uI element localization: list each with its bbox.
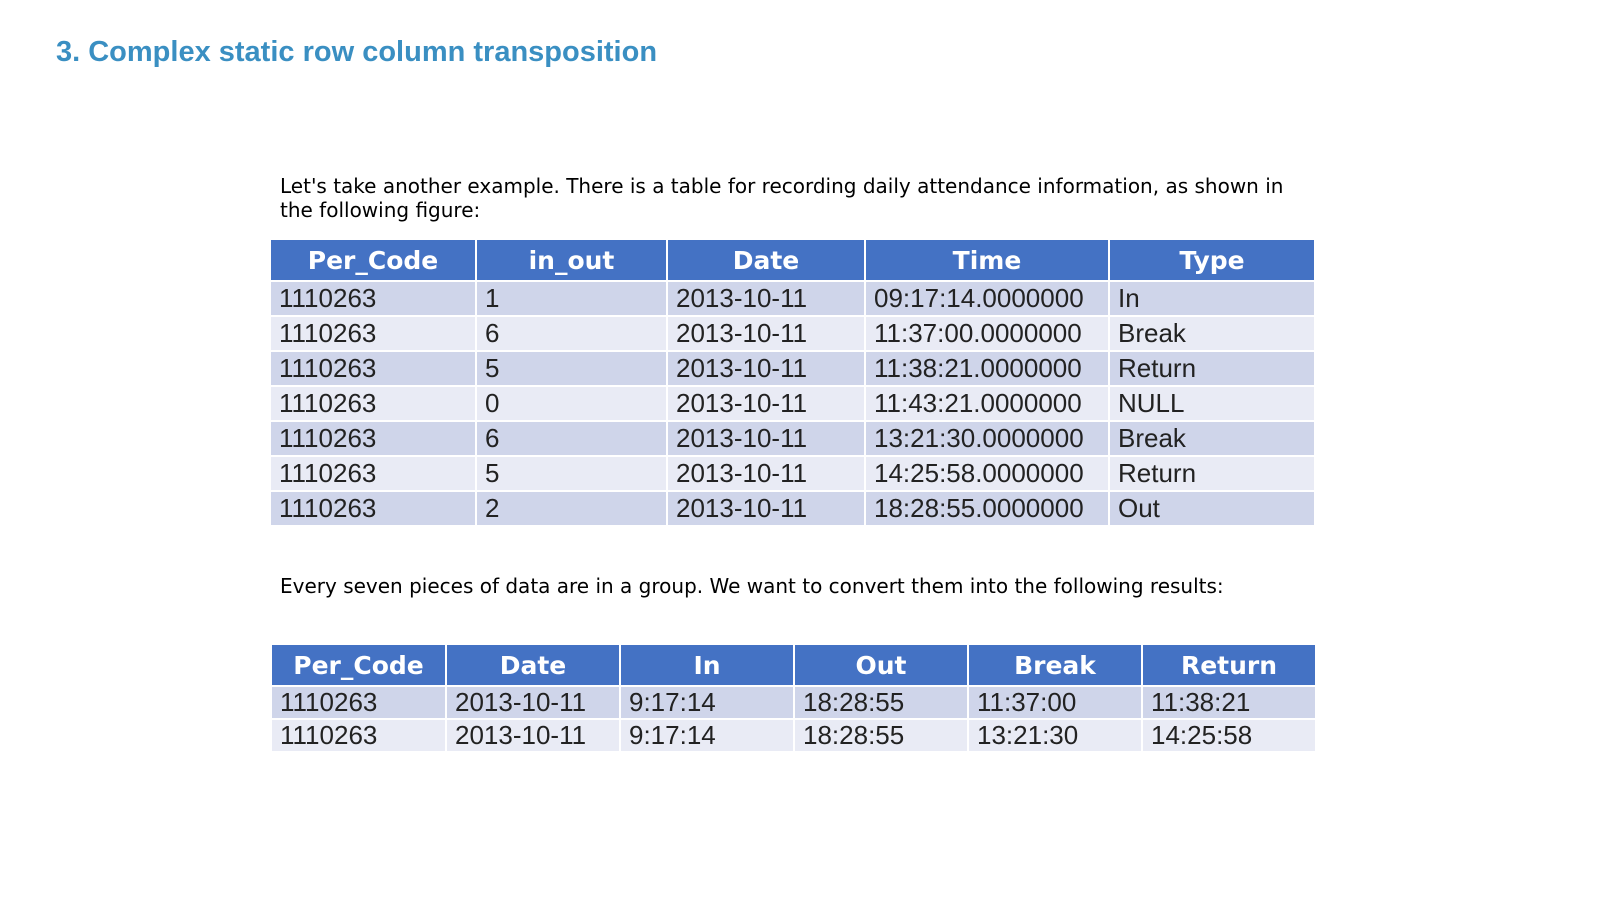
cell-per-code: 1110263 — [271, 457, 475, 490]
cell-date: 2013-10-11 — [668, 352, 864, 385]
cell-return: 14:25:58 — [1143, 720, 1315, 751]
attendance-table — [269, 238, 1316, 527]
cell-time: 11:37:00.0000000 — [866, 317, 1108, 350]
column-header-return: Return — [1143, 645, 1315, 685]
cell-out: 18:28:55 — [795, 720, 967, 751]
table-row — [272, 720, 1315, 751]
column-header-time: Time — [866, 240, 1108, 280]
cell-per-code: 1110263 — [271, 352, 475, 385]
cell-time: 11:38:21.0000000 — [866, 352, 1108, 385]
cell-type: Return — [1110, 457, 1314, 490]
cell-per-code: 1110263 — [271, 387, 475, 420]
table-row — [271, 387, 1314, 420]
table-row — [271, 492, 1314, 525]
cell-time: 11:43:21.0000000 — [866, 387, 1108, 420]
cell-per-code: 1110263 — [272, 720, 445, 751]
cell-out: 18:28:55 — [795, 687, 967, 718]
cell-per-code: 1110263 — [271, 422, 475, 455]
cell-date: 2013-10-11 — [668, 422, 864, 455]
cell-break: 11:37:00 — [969, 687, 1141, 718]
cell-type: NULL — [1110, 387, 1314, 420]
cell-date: 2013-10-11 — [668, 492, 864, 525]
cell-time: 14:25:58.0000000 — [866, 457, 1108, 490]
cell-date: 2013-10-11 — [668, 317, 864, 350]
result-description: Every seven pieces of data are in a group. We want to convert them into the following results: — [280, 574, 1224, 598]
cell-time: 09:17:14.0000000 — [866, 282, 1108, 315]
table-header-row — [271, 240, 1314, 280]
cell-per-code: 1110263 — [271, 282, 475, 315]
cell-in-out: 6 — [477, 422, 666, 455]
cell-return: 11:38:21 — [1143, 687, 1315, 718]
table-row — [271, 422, 1314, 455]
cell-type: Break — [1110, 317, 1314, 350]
table-header-row — [272, 645, 1315, 685]
cell-date: 2013-10-11 — [668, 387, 864, 420]
cell-date: 2013-10-11 — [668, 457, 864, 490]
slide-title: 3. Complex static row column transposition — [56, 36, 658, 68]
cell-in-out: 5 — [477, 457, 666, 490]
column-header-date: Date — [447, 645, 619, 685]
cell-in-out: 6 — [477, 317, 666, 350]
cell-type: Out — [1110, 492, 1314, 525]
cell-date: 2013-10-11 — [447, 687, 619, 718]
cell-per-code: 1110263 — [271, 317, 475, 350]
result-table — [270, 643, 1317, 753]
table-row — [272, 687, 1315, 718]
table-row — [271, 457, 1314, 490]
cell-in-out: 5 — [477, 352, 666, 385]
column-header-per-code: Per_Code — [272, 645, 445, 685]
cell-in-out: 1 — [477, 282, 666, 315]
intro-paragraph: Let's take another example. There is a table for recording daily attendance information, as shown in the following figure: — [280, 174, 1284, 222]
column-header-out: Out — [795, 645, 967, 685]
column-header-in-out: in_out — [477, 240, 666, 280]
cell-type: Break — [1110, 422, 1314, 455]
cell-break: 13:21:30 — [969, 720, 1141, 751]
column-header-break: Break — [969, 645, 1141, 685]
column-header-type: Type — [1110, 240, 1314, 280]
cell-time: 13:21:30.0000000 — [866, 422, 1108, 455]
cell-per-code: 1110263 — [272, 687, 445, 718]
cell-time: 18:28:55.0000000 — [866, 492, 1108, 525]
cell-in-out: 2 — [477, 492, 666, 525]
table-row — [271, 282, 1314, 315]
cell-per-code: 1110263 — [271, 492, 475, 525]
column-header-in: In — [621, 645, 793, 685]
table-row — [271, 317, 1314, 350]
cell-in: 9:17:14 — [621, 720, 793, 751]
cell-date: 2013-10-11 — [668, 282, 864, 315]
table-row — [271, 352, 1314, 385]
cell-in: 9:17:14 — [621, 687, 793, 718]
column-header-date: Date — [668, 240, 864, 280]
cell-type: Return — [1110, 352, 1314, 385]
column-header-per-code: Per_Code — [271, 240, 475, 280]
cell-type: In — [1110, 282, 1314, 315]
cell-date: 2013-10-11 — [447, 720, 619, 751]
cell-in-out: 0 — [477, 387, 666, 420]
